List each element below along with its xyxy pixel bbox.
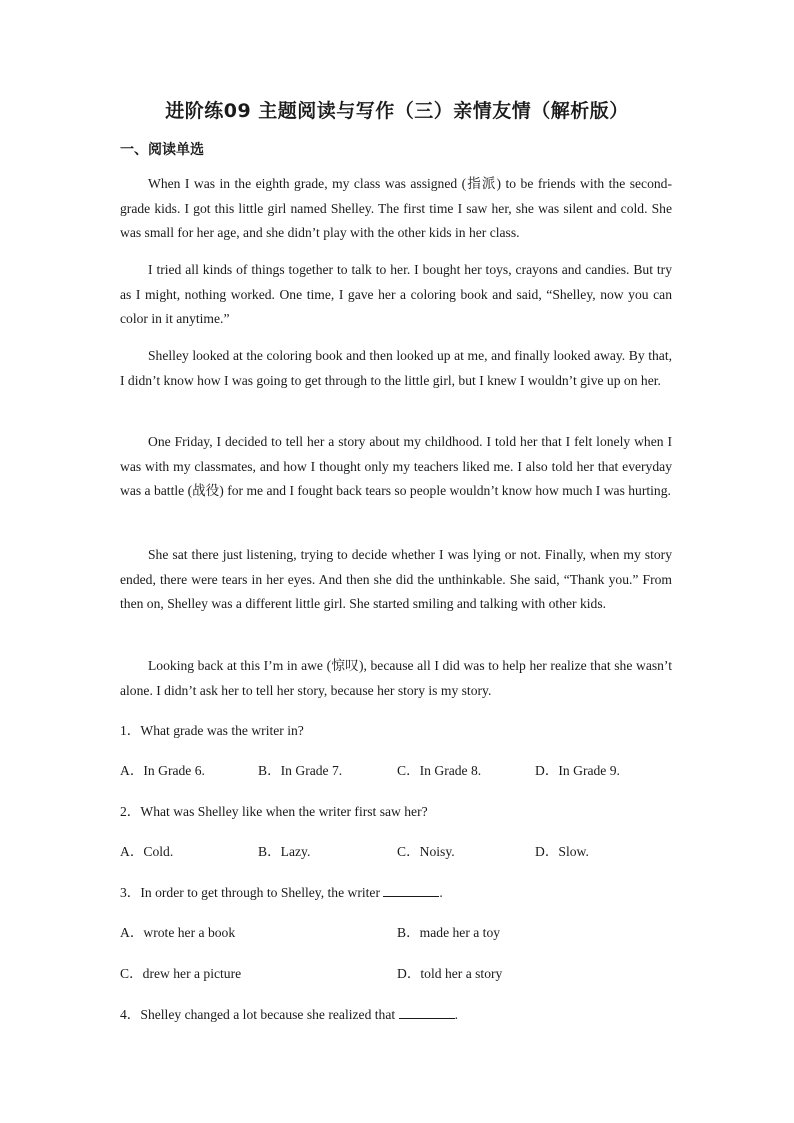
passage-paragraph-2: I tried all kinds of things together to talk to her. I bought her toys, crayons and candies. But try as I might, nothing worked. One time, I gave her a coloring book and said, “Shelley, now you can color in it anytime.”	[120, 262, 672, 326]
document-title: 进阶练09 主题阅读与写作（三）亲情友情（解析版）	[165, 100, 629, 122]
question-4	[120, 1005, 680, 1025]
question-2-option-b: B．Lazy.	[258, 844, 311, 859]
question-4-period: .	[454, 1007, 458, 1022]
question-3-options-row-2	[120, 964, 680, 984]
question-2-options	[120, 842, 680, 862]
question-3-option-b: B．made her a toy	[397, 925, 501, 940]
question-2-option-d: D．Slow.	[535, 844, 589, 859]
question-3	[120, 883, 680, 903]
passage-paragraph-6: Looking back at this I’m in awe (惊叹), because all I did was to help her realize that she wasn’t alone. I didn’t ask her to tell her story, because her story is my story.	[120, 658, 672, 698]
question-3-options-row-1	[120, 923, 680, 943]
question-3-option-c: C．drew her a picture	[120, 966, 242, 981]
question-1-options	[120, 761, 680, 781]
passage-paragraph-5: She sat there just listening, trying to decide whether I was lying or not. Finally, when my story ended, there were tears in her eyes. And then she did the unthinkable. She said, “Thank you.” From then on, Shelley was a different little girl. She started smiling and talking with other kids.	[120, 547, 672, 611]
question-3-option-d: D．told her a story	[397, 966, 503, 981]
question-1-option-c: C．In Grade 8.	[397, 763, 482, 778]
question-1-option-b: B．In Grade 7.	[258, 763, 343, 778]
answer-blank	[383, 884, 439, 897]
question-2-stem: 2．What was Shelley like when the writer first saw her?	[120, 804, 428, 819]
question-1-stem: 1．What grade was the writer in?	[120, 723, 304, 738]
passage-paragraph-1: When I was in the eighth grade, my class was assigned (指派) to be friends with the second-grade kids. I got this little girl named Shelley. The first time I saw her, she was silent and cold. She was small for her age, and she didn’t play with the other kids in her class.	[120, 176, 672, 240]
question-3-period: .	[439, 885, 443, 900]
passage-paragraph-3: Shelley looked at the coloring book and then looked up at me, and finally looked away. By that, I didn’t know how I was going to get through to the little girl, but I knew I wouldn’t give up on her.	[120, 348, 672, 388]
question-2-option-c: C．Noisy.	[397, 844, 455, 859]
question-4-stem: 4．Shelley changed a lot because she realized that	[120, 1007, 396, 1022]
section-heading: 一、阅读单选	[120, 142, 204, 158]
question-1-option-d: D．In Grade 9.	[535, 763, 620, 778]
question-1-option-a: A．In Grade 6.	[120, 763, 205, 778]
passage-paragraph-4: One Friday, I decided to tell her a story about my childhood. I told her that I felt lonely when I was with my classmates, and how I thought only my teachers liked me. I also told her that everyday was a battle (战役) for me and I fought back tears so people wouldn’t know how much I was hurting.	[120, 434, 672, 498]
question-3-option-a: A．wrote her a book	[120, 925, 236, 940]
answer-blank	[399, 1006, 455, 1019]
question-3-stem: 3．In order to get through to Shelley, the writer	[120, 885, 380, 900]
question-2-option-a: A．Cold.	[120, 844, 174, 859]
